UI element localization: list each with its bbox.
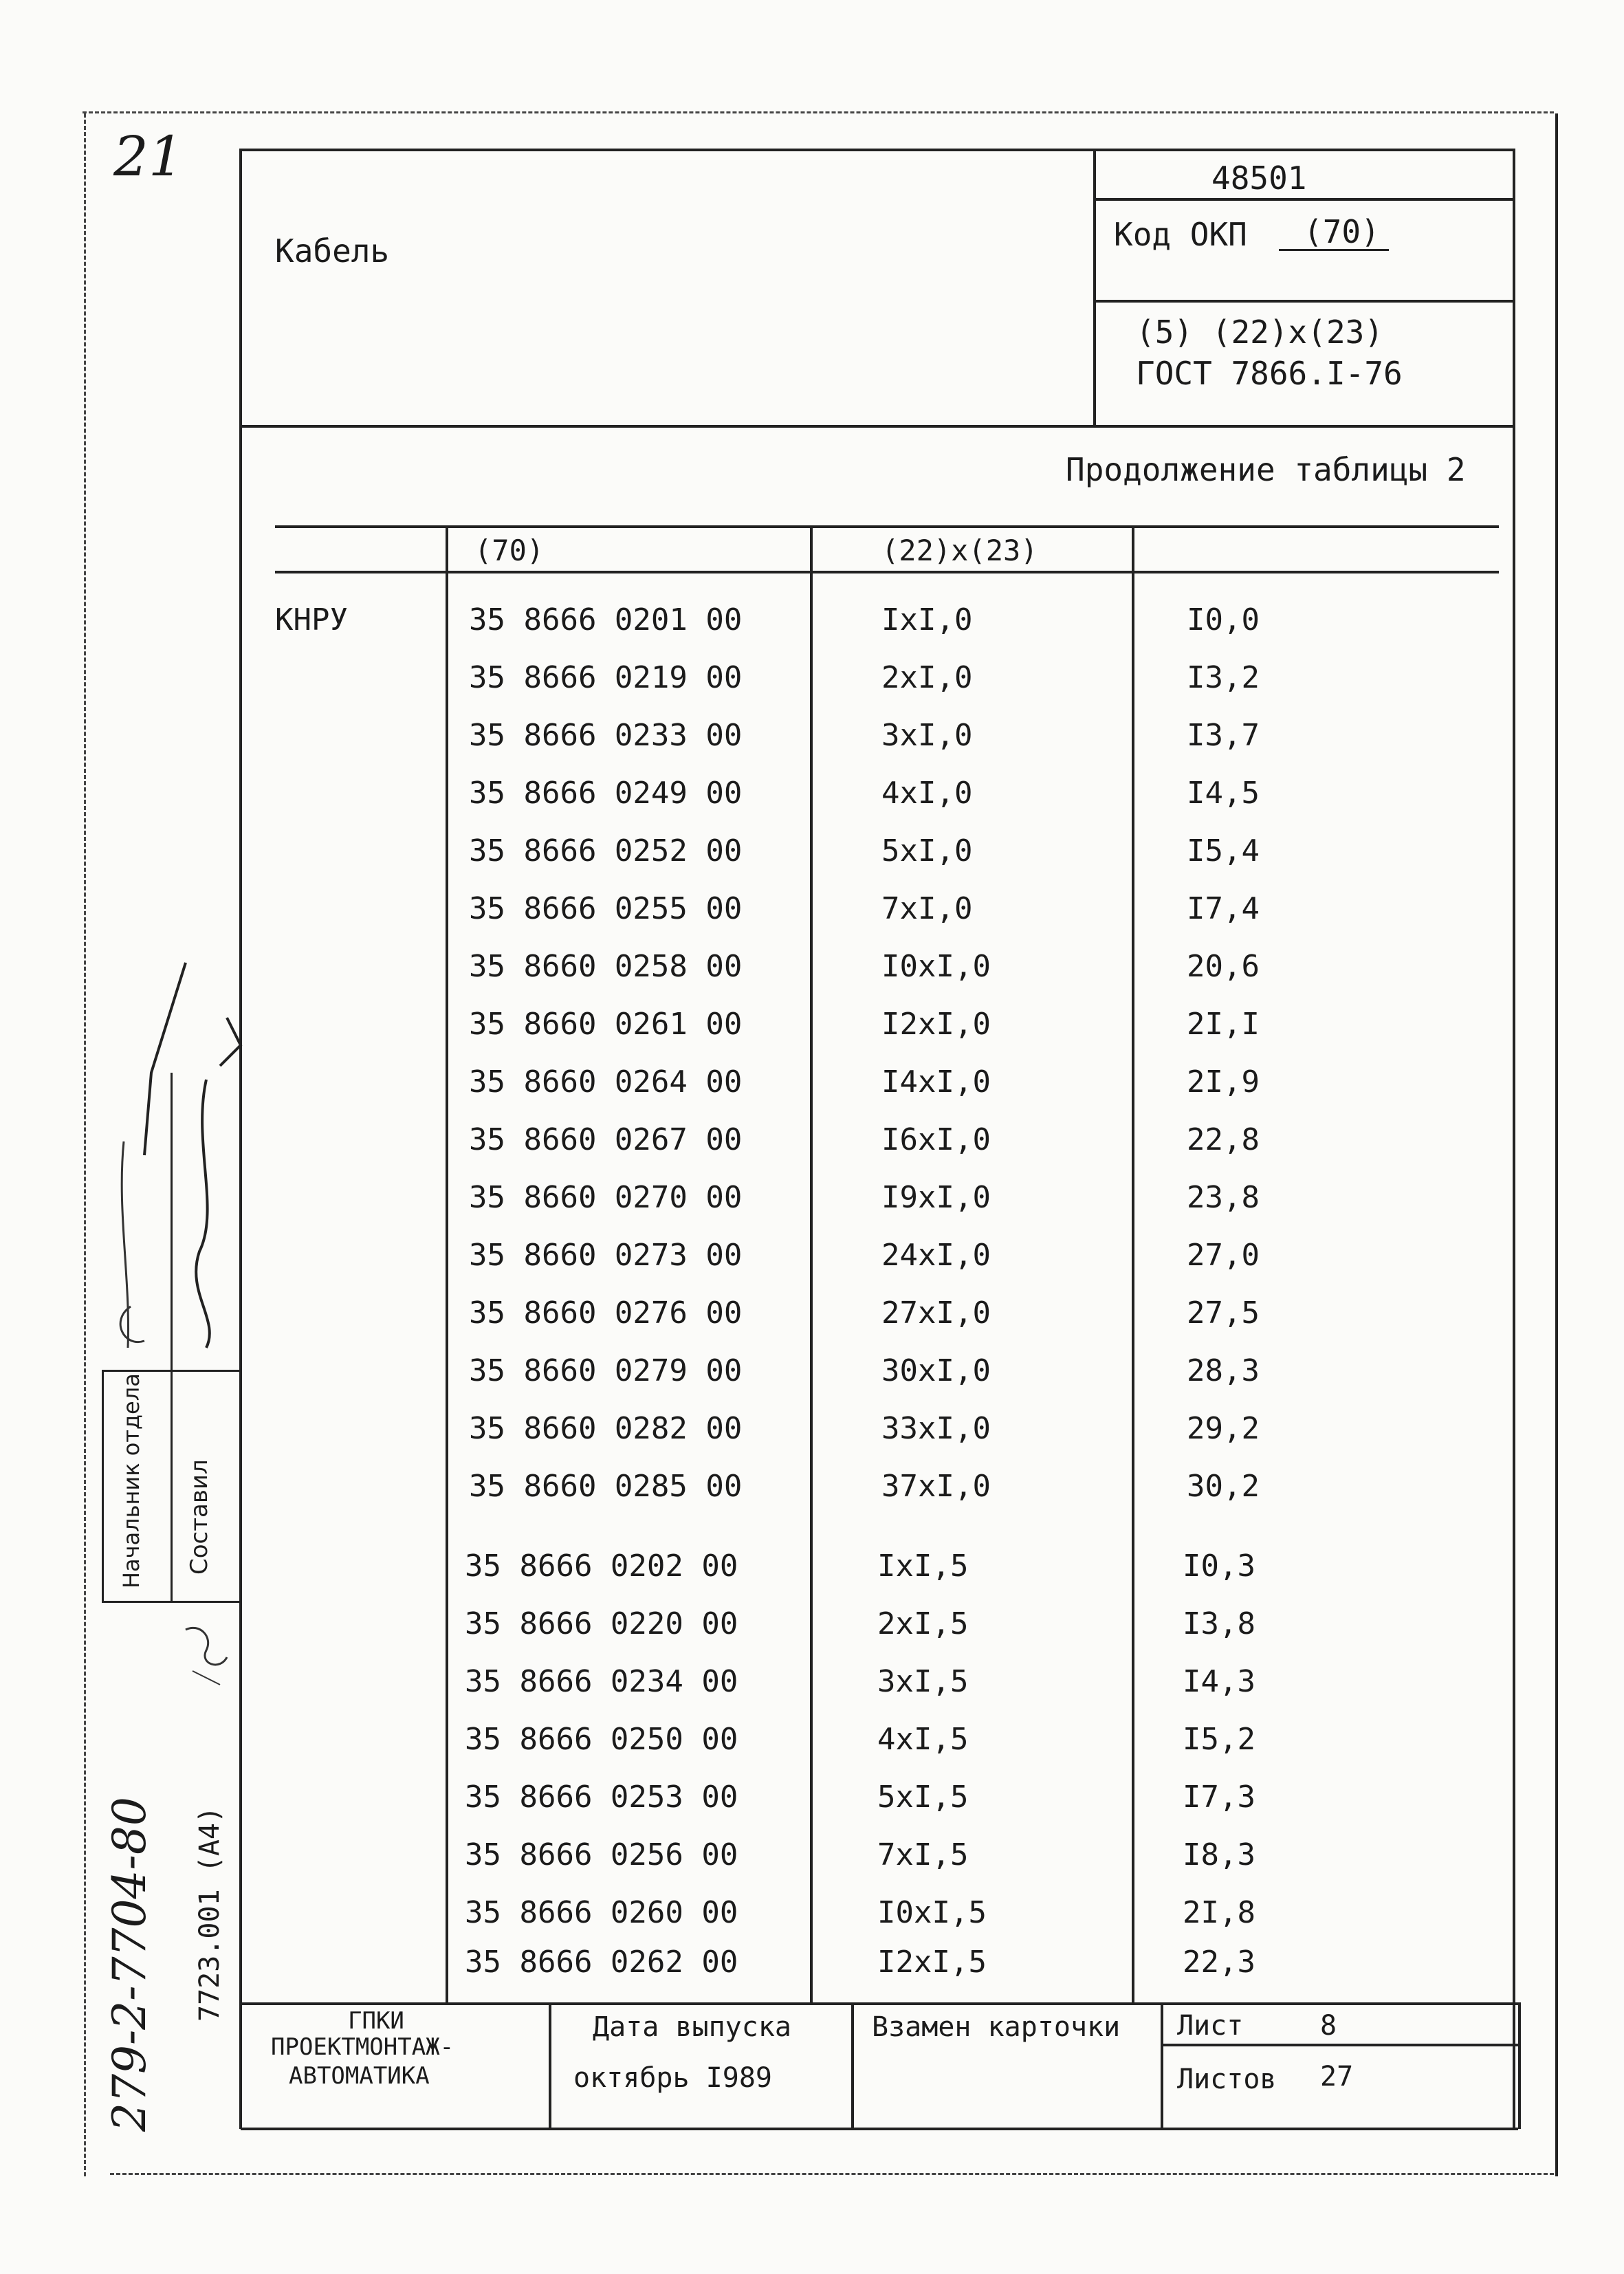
footer-divider-2 <box>851 2002 854 2129</box>
table-header-rule <box>275 571 1499 573</box>
designation-line1: (5) (22)x(23) <box>1136 314 1384 351</box>
footer-right-edge <box>1518 2002 1521 2129</box>
header-right-divider <box>1093 149 1096 426</box>
row-value: 2I,8 <box>1183 1895 1255 1930</box>
okp-ref: (70) <box>1304 213 1380 250</box>
row-value: I4,5 <box>1187 776 1260 811</box>
row-code: 35 8666 0252 00 <box>469 833 743 868</box>
row-code: 35 8666 0202 00 <box>465 1549 738 1584</box>
top-border <box>83 111 1554 113</box>
replace-label: Взамен карточки <box>872 2011 1121 2043</box>
footer-divider-1 <box>549 2002 551 2129</box>
row-value: I3,8 <box>1183 1606 1255 1641</box>
row-size: 3xI,5 <box>877 1664 969 1699</box>
row-size: IxI,0 <box>881 602 973 637</box>
row-value: I0,0 <box>1187 602 1260 637</box>
row-value: 29,2 <box>1187 1411 1260 1446</box>
row-value: 27,5 <box>1187 1295 1260 1331</box>
continuation-caption: Продолжение таблицы 2 <box>1066 451 1466 488</box>
row-size: IxI,5 <box>877 1549 969 1584</box>
table-row <box>0 707 1624 765</box>
okp-label: Код ОКП <box>1114 216 1247 253</box>
row-code: 35 8660 0258 00 <box>469 949 743 984</box>
table-row <box>0 1826 1624 1884</box>
row-code: 35 8666 0253 00 <box>465 1780 738 1815</box>
row-code: 35 8660 0273 00 <box>469 1238 743 1273</box>
row-size: 2xI,5 <box>877 1606 969 1641</box>
row-size: 33xI,0 <box>881 1411 991 1446</box>
row-code: 35 8666 0201 00 <box>469 602 743 637</box>
doc-number: 7723.001 (A4) <box>194 1806 226 2022</box>
row-code: 35 8666 0250 00 <box>465 1722 738 1757</box>
table-row <box>0 591 1624 649</box>
row-code: 35 8666 0234 00 <box>465 1664 738 1699</box>
row-size: 5xI,0 <box>881 833 973 868</box>
row-value: I0,3 <box>1183 1549 1255 1584</box>
row-value: I7,3 <box>1183 1780 1255 1815</box>
issue-label: Дата выпуска <box>593 2011 791 2043</box>
sheet-code: 48501 <box>1211 160 1307 197</box>
org-line3: АВТОМАТИКА <box>289 2062 430 2090</box>
row-value: I5,2 <box>1183 1722 1255 1757</box>
column-header-okp: (70) <box>474 534 545 567</box>
table-row <box>0 649 1624 707</box>
row-value: I4,3 <box>1183 1664 1255 1699</box>
table-row <box>0 1934 1624 1991</box>
row-size: 7xI,0 <box>881 891 973 926</box>
row-code: 35 8660 0267 00 <box>469 1122 743 1157</box>
row-size: 7xI,5 <box>877 1837 969 1872</box>
page-number: 21 <box>113 124 184 188</box>
row-value: I7,4 <box>1187 891 1260 926</box>
table-row <box>0 1769 1624 1826</box>
head-of-dept-label: Начальник отдела <box>118 1373 144 1588</box>
footer-divider-3 <box>1161 2002 1163 2129</box>
footer-bottom-rule <box>241 2128 1518 2130</box>
row-value: 2I,I <box>1187 1007 1260 1042</box>
row-code: 35 8666 0220 00 <box>465 1606 738 1641</box>
row-code: 35 8660 0261 00 <box>469 1007 743 1042</box>
row-size: 27xI,0 <box>881 1295 991 1331</box>
header-code-divider <box>1093 198 1514 201</box>
sheet-value: 8 <box>1320 2010 1337 2042</box>
row-value: 28,3 <box>1187 1353 1260 1388</box>
row-code: 35 8666 0256 00 <box>465 1837 738 1872</box>
row-size: I6xI,0 <box>881 1122 991 1157</box>
group-label: КНРУ <box>275 602 348 637</box>
table-row <box>0 822 1624 880</box>
initials-scribble <box>179 1616 234 1698</box>
signature-scribbles <box>103 935 261 1609</box>
row-code: 35 8666 0255 00 <box>469 891 743 926</box>
row-code: 35 8660 0282 00 <box>469 1411 743 1446</box>
row-value: 30,2 <box>1187 1469 1260 1504</box>
row-size: 5xI,5 <box>877 1780 969 1815</box>
row-size: 24xI,0 <box>881 1238 991 1273</box>
row-size: 30xI,0 <box>881 1353 991 1388</box>
table-row <box>0 880 1624 938</box>
compiled-by-label: Составил <box>186 1459 213 1575</box>
row-code: 35 8660 0276 00 <box>469 1295 743 1331</box>
row-value: 20,6 <box>1187 949 1260 984</box>
row-value: I3,2 <box>1187 660 1260 695</box>
table-row <box>0 1653 1624 1711</box>
card-top-edge <box>239 149 1515 151</box>
row-code: 35 8660 0270 00 <box>469 1180 743 1215</box>
bottom-border <box>110 2173 1554 2175</box>
handwritten-number: 279-2-7704-80 <box>103 1797 156 2132</box>
row-size: I9xI,0 <box>881 1180 991 1215</box>
row-code: 35 8660 0279 00 <box>469 1353 743 1388</box>
row-size: I4xI,0 <box>881 1064 991 1100</box>
row-value: I5,4 <box>1187 833 1260 868</box>
row-value: 27,0 <box>1187 1238 1260 1273</box>
product-name: Кабель <box>275 232 390 270</box>
header-divider <box>239 425 1515 428</box>
table-row <box>0 765 1624 822</box>
column-header-size: (22)x(23) <box>881 534 1038 567</box>
sheet-label: Лист <box>1177 2010 1244 2042</box>
row-size: 37xI,0 <box>881 1469 991 1504</box>
row-code: 35 8666 0260 00 <box>465 1895 738 1930</box>
row-code: 35 8666 0249 00 <box>469 776 743 811</box>
row-value: 2I,9 <box>1187 1064 1260 1100</box>
org-line1: ГПКИ <box>348 2007 404 2035</box>
row-size: 4xI,0 <box>881 776 973 811</box>
designation-line2: ГОСТ 7866.I-76 <box>1136 355 1403 392</box>
row-size: 3xI,0 <box>881 718 973 753</box>
row-code: 35 8666 0262 00 <box>465 1945 738 1980</box>
row-value: 23,8 <box>1187 1180 1260 1215</box>
table-row <box>0 1711 1624 1769</box>
row-size: I0xI,0 <box>881 949 991 984</box>
row-size: I2xI,0 <box>881 1007 991 1042</box>
row-value: 22,8 <box>1187 1122 1260 1157</box>
row-size: I0xI,5 <box>877 1895 987 1930</box>
row-value: I8,3 <box>1183 1837 1255 1872</box>
row-code: 35 8666 0233 00 <box>469 718 743 753</box>
table-top-rule <box>275 525 1499 528</box>
footer-top-rule <box>241 2002 1518 2005</box>
issue-date: октябрь I989 <box>573 2062 772 2094</box>
footer-sheet-rule <box>1161 2044 1518 2046</box>
row-size: I2xI,5 <box>877 1945 987 1980</box>
row-code: 35 8666 0219 00 <box>469 660 743 695</box>
sheets-value: 27 <box>1320 2061 1354 2092</box>
row-size: 4xI,5 <box>877 1722 969 1757</box>
org-line2: ПРОЕКТМОНТАЖ- <box>271 2033 454 2061</box>
row-value: 22,3 <box>1183 1945 1255 1980</box>
row-value: I3,7 <box>1187 718 1260 753</box>
sheets-label: Листов <box>1177 2064 1277 2095</box>
okp-underline <box>1279 249 1389 251</box>
row-size: 2xI,0 <box>881 660 973 695</box>
row-code: 35 8660 0264 00 <box>469 1064 743 1100</box>
header-okp-divider <box>1093 300 1514 303</box>
row-code: 35 8660 0285 00 <box>469 1469 743 1504</box>
